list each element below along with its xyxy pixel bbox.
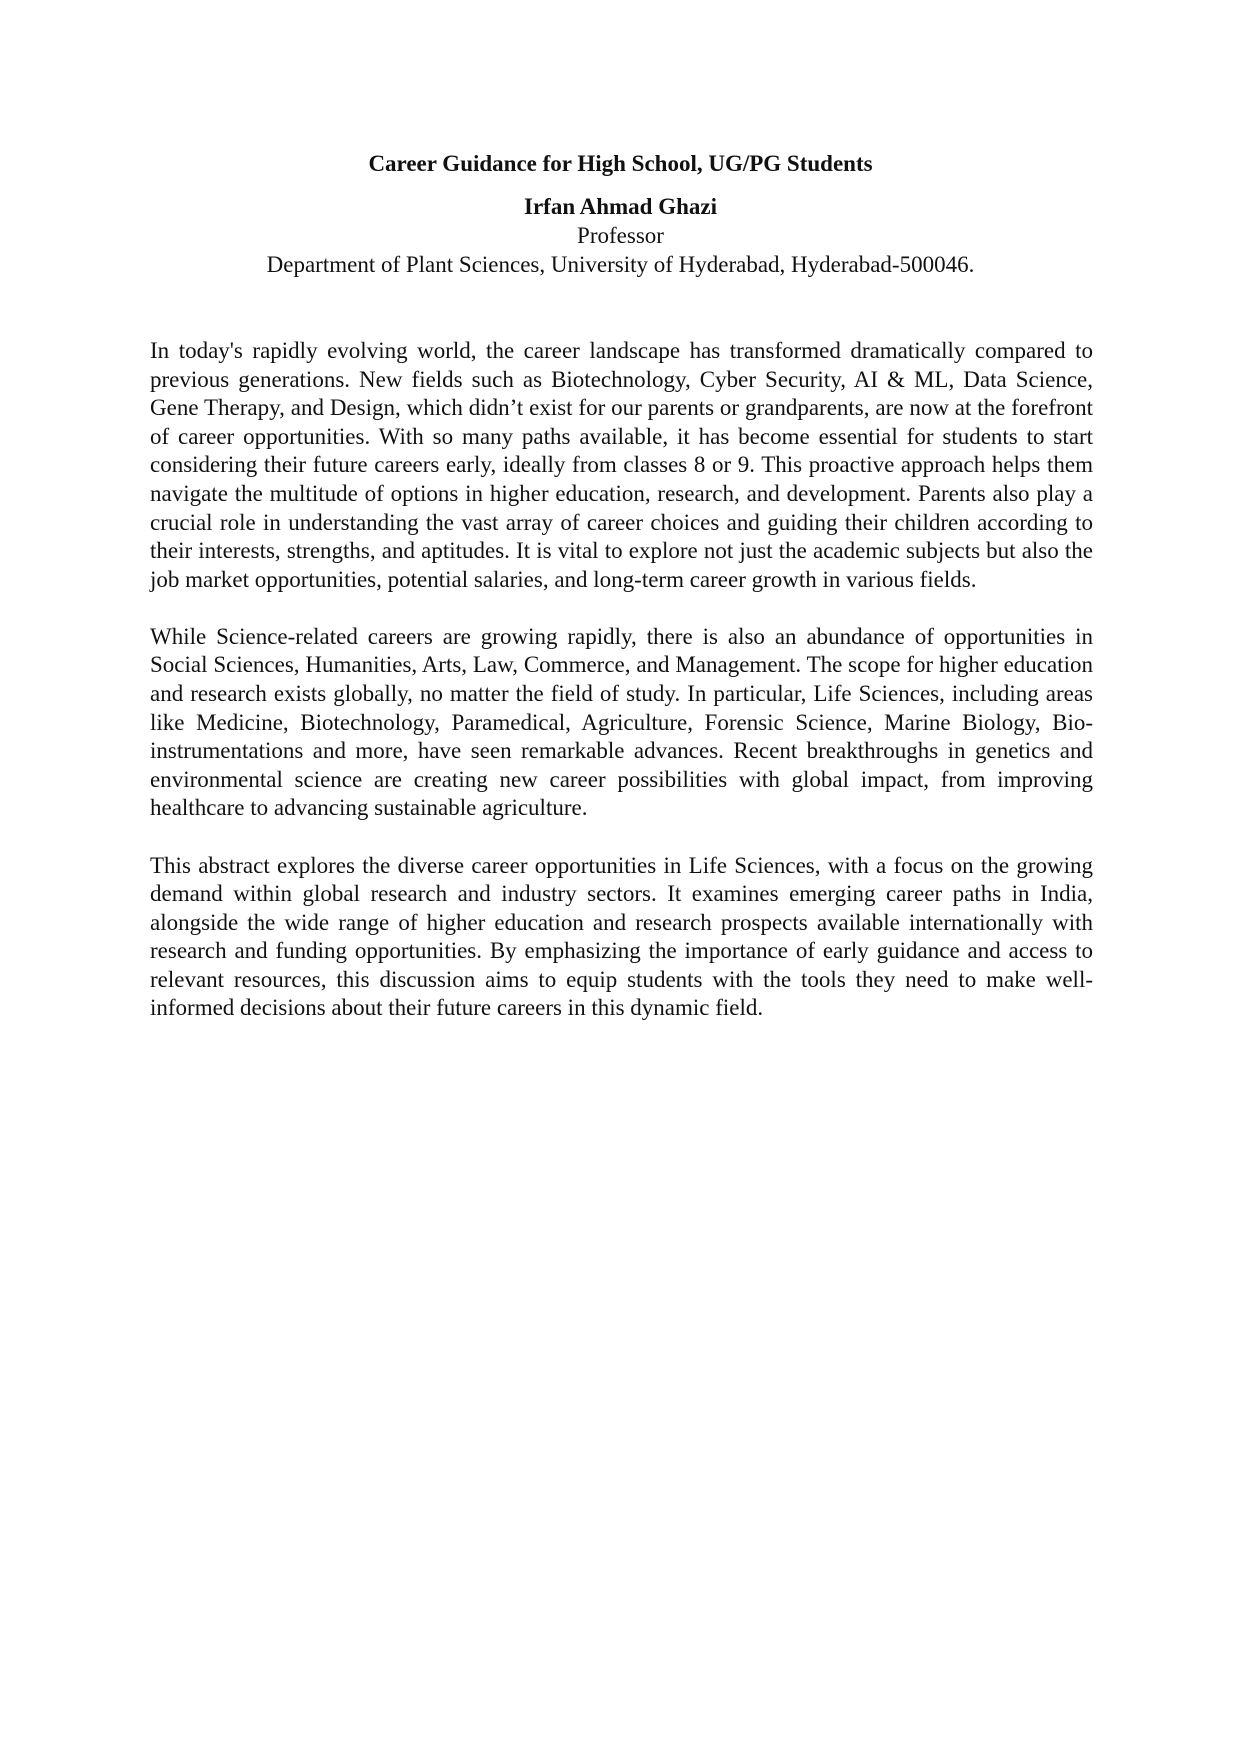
paragraph-2: While Science-related careers are growing rapidly, there is also an abundance of opportunities in Social Sciences, Humanities, Arts, Law, Commerce, and Management. The scope for higher education and research exists globally, no matter the field of study. In particular, Life Sciences, including areas like Medicine, Biotechnology, Paramedical, Agriculture, Forensic Science, Marine Biology, Bio-instrumentations and more, have seen remarkable advances. Recent breakthroughs in genetics and environmental science are creating new career possibilities with global impact, from improving healthcare to advancing sustainable agriculture. bbox=[150, 623, 1093, 821]
author-name: Irfan Ahmad Ghazi bbox=[524, 194, 717, 219]
document-title: Career Guidance for High School, UG/PG Students bbox=[368, 151, 873, 176]
abstract-body bbox=[150, 337, 1093, 1052]
author-role: Professor bbox=[577, 223, 664, 248]
paragraph-1: In today's rapidly evolving world, the career landscape has transformed dramatically compared to previous generations. New fields such as Biotechnology, Cyber Security, AI & ML, Data Science, Gene Therapy, and Design, which didn’t exist for our parents or grandparents, are now at the forefront of career opportunities. With so many paths available, it has become essential for students to start considering their future careers early, ideally from classes 8 or 9. This proactive approach helps them navigate the multitude of options in higher education, research, and development. Parents also play a crucial role in understanding the vast array of career choices and guiding their children according to their interests, strengths, and aptitudes. It is vital to explore not just the academic subjects but also the job market opportunities, potential salaries, and long-term career growth in various fields. bbox=[150, 338, 1093, 592]
paragraph-3: This abstract explores the diverse career opportunities in Life Sciences, with a focus on the growing demand within global research and industry sectors. It examines emerging career paths in India, alongside the wide range of higher education and research prospects available internationally with research and funding opportunities. By emphasizing the importance of early guidance and access to relevant resources, this discussion aims to equip students with the tools they need to make well-informed decisions about their future careers in this dynamic field. bbox=[150, 852, 1093, 1021]
author-affiliation: Department of Plant Sciences, University of Hyderabad, Hyderabad-500046. bbox=[266, 252, 975, 277]
